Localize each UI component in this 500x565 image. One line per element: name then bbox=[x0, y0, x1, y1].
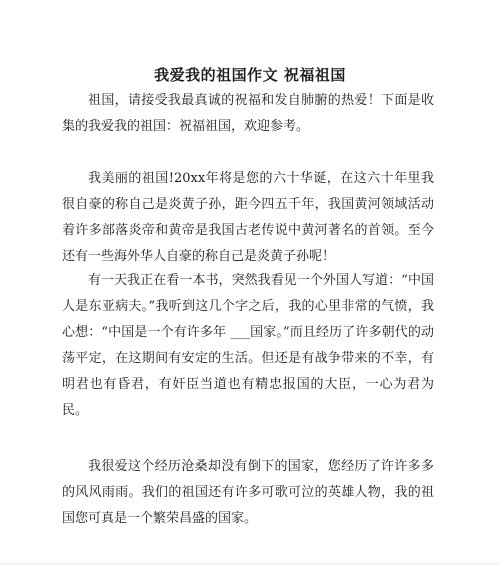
paragraph-foreigner-story: 有一天我正在看一本书，突然我看见一个外国人写道：“中国人是东亚病夫。”我听到这几个字之后，我的心里非常的气愤，我心想：“中国是一个有许多年 ___国家。”而且经历了许多朝代的动荡平定，在这期间有安定的生活。但还是有战争带来的不幸，有明君也有昏君，有奸臣当道也有精忠报国的大臣，一心为君为民。 bbox=[62, 273, 434, 418]
document-title: 我爱我的祖国作文 祝福祖国 bbox=[154, 66, 346, 84]
page-bottom-edge bbox=[0, 559, 500, 565]
paragraph-love-country: 我很爱这个经历沧桑却没有倒下的国家，您经历了许许多多的风风雨雨。我们的祖国还有许多可歌可泣的英雄人物，我的祖国您可真是一个繁荣昌盛的国家。 bbox=[62, 459, 434, 526]
paragraph-motherland-birthday: 我美丽的祖国!20xx年将是您的六十华诞，在这六十年里我很自豪的称自己是炎黄子孙，距今四五千年，我国黄河领域活动着许多部落炎帝和黄帝是我国古老传说中黄河著名的首领。至今还有一些海外华人自豪的称自己是炎黄子孙呢！ bbox=[62, 171, 434, 264]
paragraph-intro: 祖国，请接受我最真诚的祝福和发自肺腑的热爱！下面是收集的我爱我的祖国：祝福祖国，欢迎参考。 bbox=[62, 93, 434, 134]
